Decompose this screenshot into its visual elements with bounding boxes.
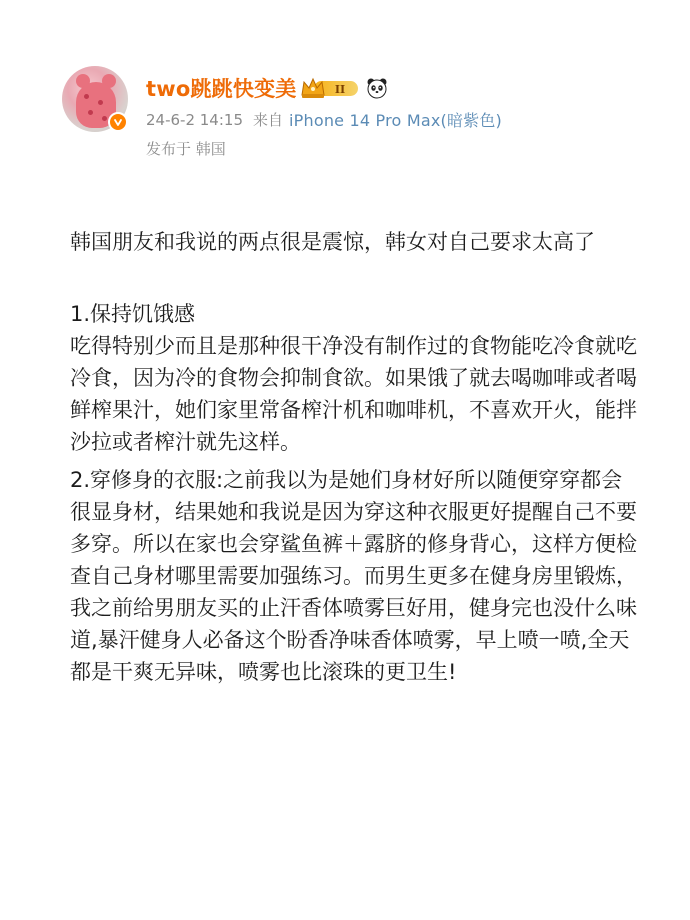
post-content <box>70 226 640 688</box>
post-time[interactable]: 24-6-2 14:15 <box>146 110 243 129</box>
post-location: 发布于 韩国 <box>146 140 226 158</box>
post-meta <box>146 108 502 131</box>
svg-text:II: II <box>335 83 346 96</box>
section-1 <box>70 298 640 458</box>
verified-badge-icon <box>108 112 128 132</box>
source-prefix: 来自 <box>253 111 284 129</box>
post-title: 韩国朋友和我说的两点很是震惊，韩女对自己要求太高了 <box>70 230 595 254</box>
section-1-heading: 1.保持饥饿感 <box>70 302 196 326</box>
section-2 <box>70 464 640 688</box>
username-link[interactable]: two跳跳快变美 <box>146 77 297 101</box>
name-row <box>146 72 388 104</box>
section-1-body: 吃得特别少而且是那种很干净没有制作过的食物能吃冷食就吃冷食，因为冷的食物会抑制食欲。如果饿了就去喝咖啡或者喝鲜榨果汁，她们家里常备榨汁机和咖啡机，不喜欢开火，能拌沙拉或者榨汁就先这样。 <box>70 334 637 454</box>
post-header <box>62 66 662 176</box>
vip-crown-badge-icon[interactable] <box>300 76 362 100</box>
device-source: iPhone 14 Pro Max(暗紫色) <box>289 111 502 130</box>
panda-icon <box>366 77 388 99</box>
section-2-body: 2.穿修身的衣服:之前我以为是她们身材好所以随便穿穿都会很显身材，结果她和我说是因为穿这种衣服更好提醒自己不要多穿。所以在家也会穿鲨鱼裤＋露脐的修身背心，这样方便检查自己身材哪里需要加强练习。而男生更多在健身房里锻炼，我之前给男朋友买的止汗香体喷雾巨好用，健身完也没什么味道,暴汗健身人必备这个盼香净味香体喷雾，早上喷一喷,全天都是干爽无异味，喷雾也比滚珠的更卫生! <box>70 468 637 684</box>
avatar[interactable] <box>62 66 128 132</box>
